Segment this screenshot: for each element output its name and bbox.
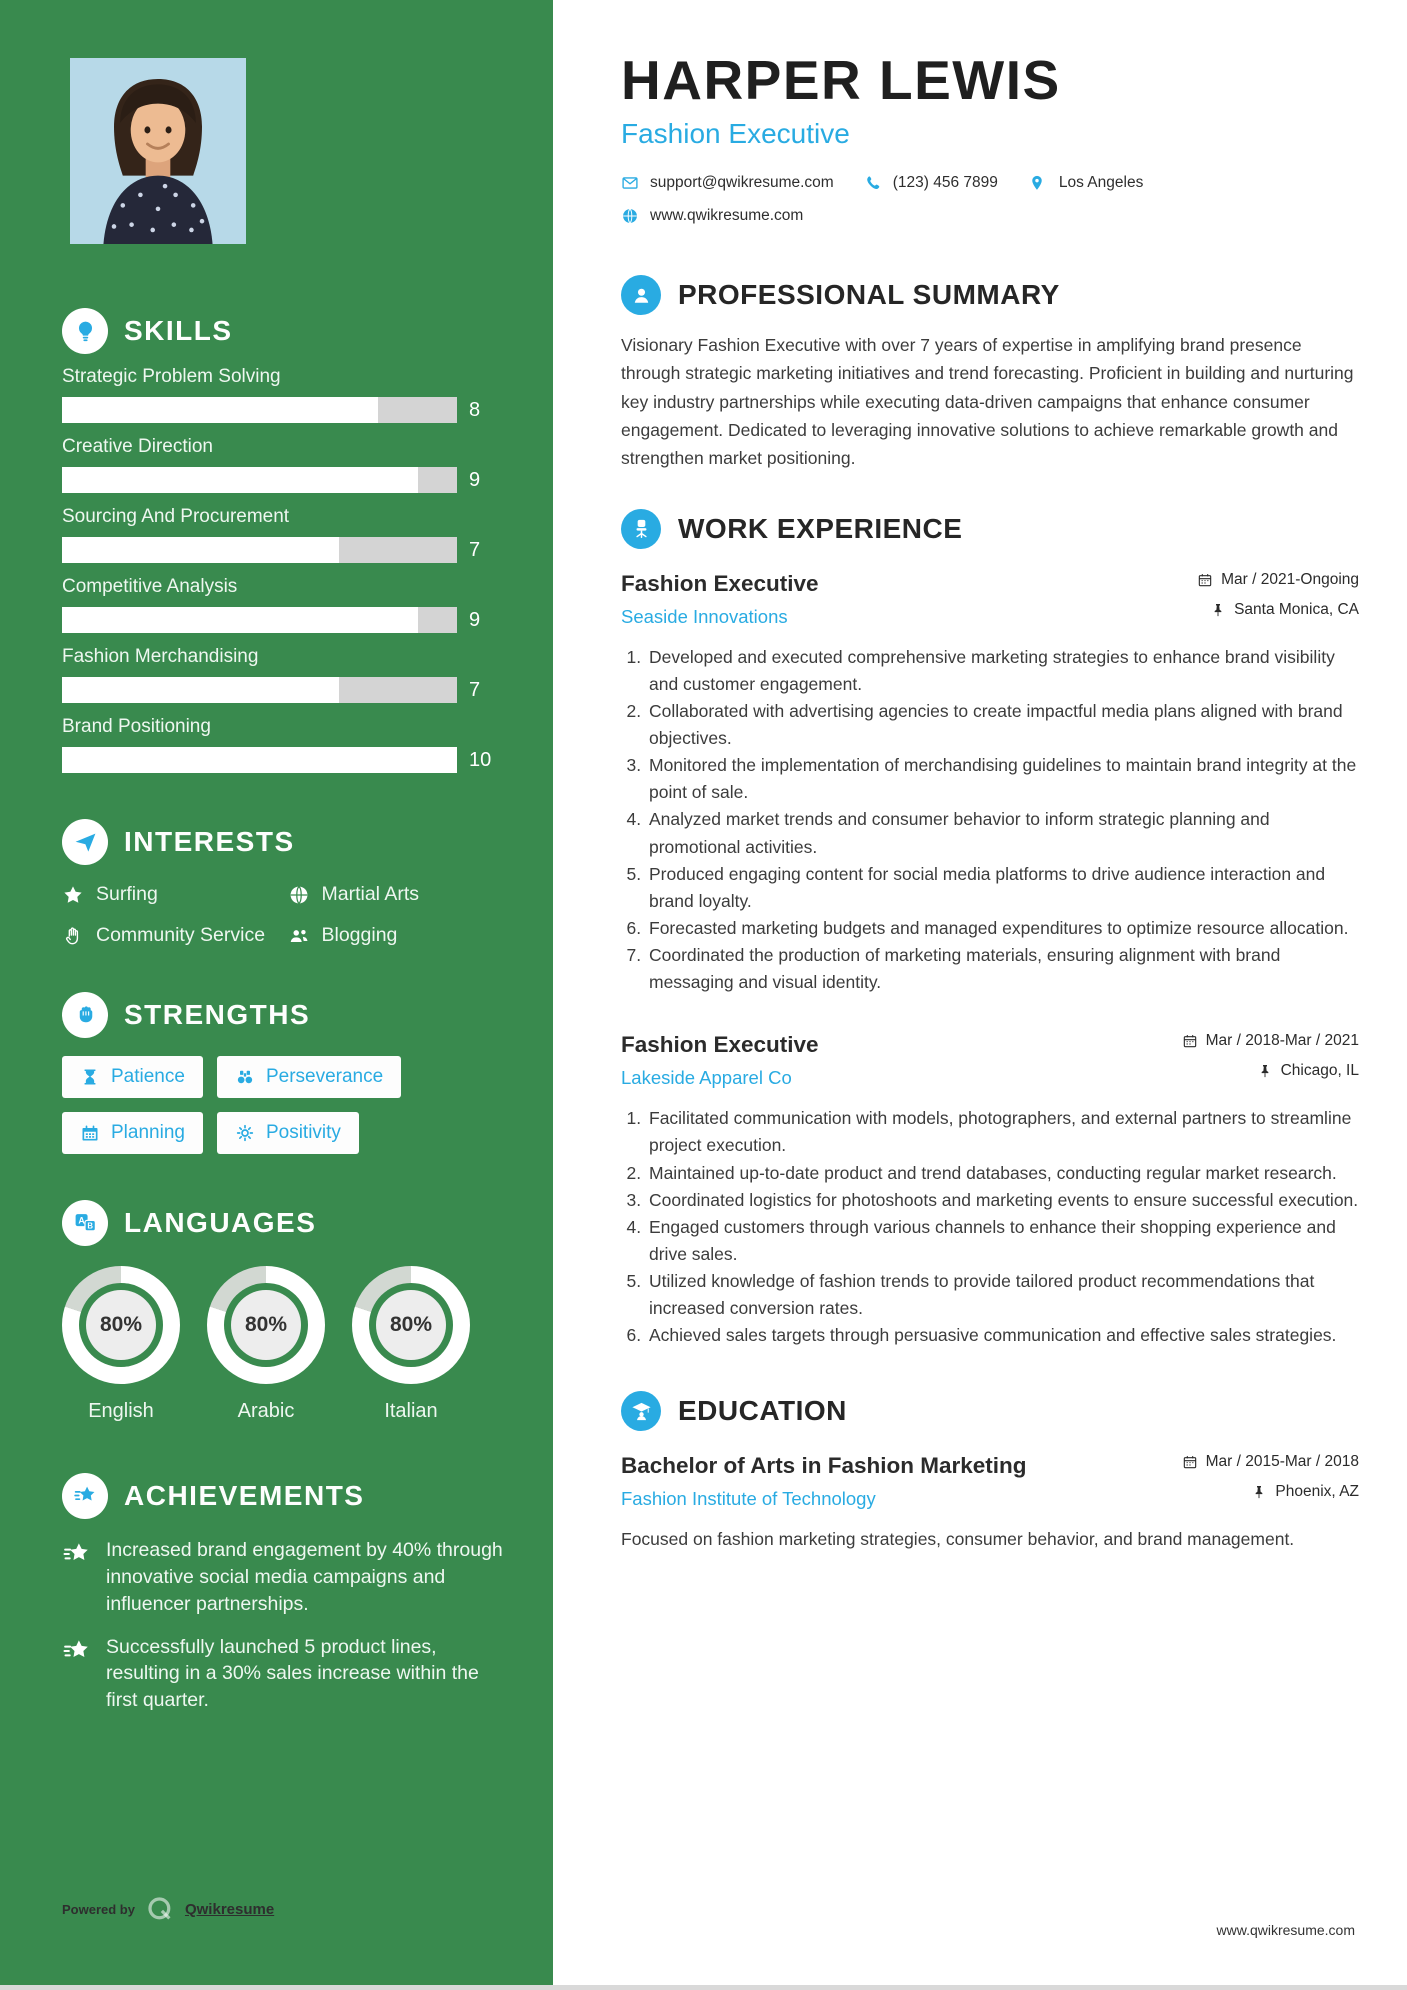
job-dates: Mar / 2021-Ongoing bbox=[1197, 571, 1359, 589]
svg-text:B: B bbox=[86, 1221, 93, 1231]
degree-title: Bachelor of Arts in Fashion Marketing bbox=[621, 1453, 1027, 1479]
skills-list bbox=[62, 366, 503, 773]
interest-item bbox=[62, 883, 278, 906]
education-entry bbox=[621, 1453, 1359, 1553]
contact-location: Los Angeles bbox=[1028, 174, 1143, 192]
job-bullets bbox=[621, 644, 1359, 997]
skill-label: Fashion Merchandising bbox=[62, 646, 259, 667]
shooting-star-icon bbox=[62, 1473, 108, 1519]
strengths-section bbox=[62, 992, 503, 1154]
interests-heading bbox=[62, 819, 503, 865]
job-bullet: 1. Facilitated communication with models, photographers, and external partners to streamline project execution. bbox=[646, 1105, 1359, 1159]
job-bullet: 3. Monitored the implementation of merchandising guidelines to maintain brand integrity at the point of sale. bbox=[646, 752, 1359, 806]
languages-heading bbox=[62, 1200, 503, 1246]
hourglass-icon bbox=[80, 1067, 100, 1087]
job-company: Seaside Innovations bbox=[621, 605, 788, 627]
language-ring bbox=[207, 1266, 325, 1384]
skill-row bbox=[62, 646, 503, 703]
profile-photo bbox=[70, 58, 246, 244]
job-bullet: 7. Coordinated the production of marketing materials, ensuring alignment with brand messaging and visual identity. bbox=[646, 942, 1359, 996]
sidebar-footer bbox=[62, 1894, 274, 1924]
strength-chip bbox=[62, 1112, 203, 1154]
language-label: Arabic bbox=[237, 1399, 295, 1422]
strengths-list bbox=[62, 1056, 482, 1154]
envelope-icon bbox=[621, 174, 639, 192]
job-title: Fashion Executive bbox=[621, 1032, 819, 1058]
job-entry bbox=[621, 1032, 1359, 1349]
job-bullet: 3. Coordinated logistics for photoshoots and marketing events to ensure successful execution. bbox=[646, 1187, 1359, 1214]
pushpin-icon bbox=[1257, 1063, 1273, 1079]
achievement-item bbox=[62, 1537, 503, 1618]
education-section bbox=[621, 1391, 1359, 1553]
star-icon bbox=[62, 884, 84, 906]
interests-section bbox=[62, 819, 503, 948]
job-bullet: 6. Achieved sales targets through persuasive communication and effective sales strategies. bbox=[646, 1322, 1359, 1349]
job-company: Lakeside Apparel Co bbox=[621, 1067, 792, 1089]
language-percent: 80% bbox=[99, 1312, 143, 1336]
skill-value: 8 bbox=[469, 398, 481, 421]
language-ring bbox=[352, 1266, 470, 1384]
paper-plane-icon bbox=[62, 819, 108, 865]
skill-value: 9 bbox=[469, 608, 481, 631]
interest-label: Blogging bbox=[321, 924, 398, 947]
calendar-icon bbox=[1182, 1033, 1198, 1049]
interest-label: Martial Arts bbox=[321, 883, 420, 905]
strength-label: Positivity bbox=[265, 1121, 341, 1143]
job-bullet: 2. Collaborated with advertising agencies to create impactful media plans aligned with brand objectives. bbox=[646, 698, 1359, 752]
strengths-title: STRENGTHS bbox=[124, 998, 311, 1030]
strength-chip bbox=[62, 1056, 203, 1098]
strength-label: Perseverance bbox=[265, 1065, 384, 1087]
powered-by-label: Powered by bbox=[62, 1901, 135, 1917]
achievement-text: Increased brand engagement by 40% through innovative social media campaigns and influencer partnerships. bbox=[106, 1538, 503, 1615]
summary-section bbox=[621, 275, 1359, 473]
language-item bbox=[207, 1266, 325, 1423]
summary-heading bbox=[621, 275, 1359, 315]
skill-bar bbox=[62, 677, 457, 703]
interests-list bbox=[62, 883, 503, 948]
interest-item bbox=[288, 924, 504, 947]
pushpin-icon bbox=[1251, 1484, 1267, 1500]
sidebar bbox=[0, 0, 553, 1990]
skill-bar bbox=[62, 537, 457, 563]
qwikresume-logo-icon bbox=[145, 1894, 175, 1924]
contact-phone: (123) 456 7899 bbox=[864, 174, 998, 192]
job-bullet: 4. Engaged customers through various channels to enhance their shopping experience and drive sales. bbox=[646, 1214, 1359, 1268]
skill-bar bbox=[62, 467, 457, 493]
strength-chip bbox=[217, 1112, 359, 1154]
skill-value: 7 bbox=[469, 678, 481, 701]
job-bullet: 6. Forecasted marketing budgets and managed expenditures to optimize resource allocation. bbox=[646, 915, 1359, 942]
job-entry bbox=[621, 571, 1359, 997]
globe-icon bbox=[621, 207, 639, 225]
fist-icon bbox=[62, 992, 108, 1038]
person-title: Fashion Executive bbox=[621, 118, 850, 149]
skills-title: SKILLS bbox=[124, 315, 233, 346]
interests-title: INTERESTS bbox=[124, 826, 295, 857]
strength-chip bbox=[217, 1056, 401, 1098]
shooting-star-icon bbox=[62, 1539, 92, 1569]
skill-bar bbox=[62, 397, 457, 423]
main-column bbox=[553, 0, 1407, 1990]
job-bullets bbox=[621, 1105, 1359, 1349]
skill-row bbox=[62, 576, 503, 633]
office-chair-icon bbox=[621, 509, 661, 549]
language-ring bbox=[62, 1266, 180, 1384]
contact-email[interactable]: support@qwikresume.com bbox=[621, 174, 834, 192]
education-title: EDUCATION bbox=[678, 1395, 847, 1427]
calendar-icon bbox=[80, 1123, 100, 1143]
skill-value: 10 bbox=[469, 748, 492, 771]
skill-value: 9 bbox=[469, 468, 481, 491]
resume-header bbox=[621, 48, 1359, 225]
footer-site-link[interactable]: www.qwikresume.com bbox=[1216, 1922, 1355, 1938]
skill-row bbox=[62, 716, 503, 773]
skills-heading bbox=[62, 308, 503, 354]
binoculars-icon bbox=[235, 1067, 255, 1087]
job-bullet: 1. Developed and executed comprehensive marketing strategies to enhance brand visibility and customer engagement. bbox=[646, 644, 1359, 698]
strength-label: Planning bbox=[111, 1121, 185, 1143]
skill-bar bbox=[62, 607, 457, 633]
job-bullet: 2. Maintained up-to-date product and trend databases, conducting regular market research. bbox=[646, 1160, 1359, 1187]
graduation-icon bbox=[621, 1391, 661, 1431]
skill-bar bbox=[62, 747, 457, 773]
skill-label: Sourcing And Procurement bbox=[62, 506, 290, 527]
job-bullet: 4. Analyzed market trends and consumer behavior to inform strategic planning and promotional activities. bbox=[646, 806, 1359, 860]
experience-section bbox=[621, 509, 1359, 1350]
users-group-icon bbox=[288, 925, 310, 947]
languages-section bbox=[62, 1200, 503, 1423]
strengths-heading bbox=[62, 992, 503, 1038]
skill-label: Strategic Problem Solving bbox=[62, 366, 281, 387]
pushpin-icon bbox=[1210, 602, 1226, 618]
skill-row bbox=[62, 366, 503, 423]
interest-label: Surfing bbox=[96, 883, 158, 905]
achievements-section bbox=[62, 1473, 503, 1714]
hand-icon bbox=[62, 925, 84, 947]
interest-item bbox=[288, 883, 504, 906]
strength-label: Patience bbox=[111, 1065, 185, 1087]
calendar-icon bbox=[1197, 572, 1213, 588]
skill-label: Creative Direction bbox=[62, 436, 213, 457]
contact-website[interactable]: www.qwikresume.com bbox=[621, 207, 803, 225]
experience-heading bbox=[621, 509, 1359, 549]
achievements-heading bbox=[62, 1473, 503, 1519]
contact-row bbox=[621, 207, 1359, 225]
languages-list bbox=[62, 1266, 503, 1423]
interest-label: Community Service bbox=[96, 924, 266, 947]
language-label: Italian bbox=[384, 1399, 438, 1422]
languages-title: LANGUAGES bbox=[124, 1206, 317, 1238]
summary-text: Visionary Fashion Executive with over 7 years of expertise in amplifying brand presence through strategic marketing initiatives and trend forecasting. Proficient in building and nurturing key industry partnerships while executing data-driven campaigns that enhance consumer engagement. Dedicated to leveraging innovative solutions to achieve remarkable growth and strengthen market positioning. bbox=[621, 335, 1354, 469]
job-location: Chicago, IL bbox=[1182, 1062, 1359, 1080]
job-location: Santa Monica, CA bbox=[1197, 601, 1359, 619]
language-item bbox=[62, 1266, 180, 1423]
map-pin-icon bbox=[1028, 174, 1046, 192]
translate-icon bbox=[62, 1200, 108, 1246]
job-dates: Mar / 2018-Mar / 2021 bbox=[1182, 1032, 1359, 1050]
skill-row bbox=[62, 436, 503, 493]
language-percent: 80% bbox=[244, 1312, 288, 1336]
job-title: Fashion Executive bbox=[621, 570, 819, 596]
skill-label: Brand Positioning bbox=[62, 716, 211, 737]
qwikresume-link[interactable]: Qwikresume bbox=[184, 1900, 275, 1918]
education-description: Focused on fashion marketing strategies, consumer behavior, and brand management. bbox=[621, 1529, 1295, 1550]
shooting-star-icon bbox=[62, 1636, 92, 1666]
language-percent: 80% bbox=[389, 1312, 433, 1336]
language-item bbox=[352, 1266, 470, 1423]
skills-section bbox=[62, 308, 503, 773]
skill-label: Competitive Analysis bbox=[62, 576, 238, 597]
education-dates: Mar / 2015-Mar / 2018 bbox=[1182, 1453, 1359, 1471]
achievements-title: ACHIEVEMENTS bbox=[124, 1479, 365, 1511]
achievement-text: Successfully launched 5 product lines, resulting in a 30% sales increase within the first quarter. bbox=[106, 1635, 479, 1712]
achievement-item bbox=[62, 1634, 503, 1715]
lightbulb-icon bbox=[62, 308, 108, 354]
interest-item bbox=[62, 924, 278, 947]
phone-icon bbox=[864, 174, 882, 192]
language-label: English bbox=[88, 1399, 154, 1422]
calendar-icon bbox=[1182, 1454, 1198, 1470]
achievements-list bbox=[62, 1537, 503, 1714]
education-heading bbox=[621, 1391, 1359, 1431]
education-location: Phoenix, AZ bbox=[1182, 1483, 1359, 1501]
skill-value: 7 bbox=[469, 538, 481, 561]
school-name: Fashion Institute of Technology bbox=[621, 1488, 876, 1510]
sun-icon bbox=[235, 1123, 255, 1143]
summary-title: PROFESSIONAL SUMMARY bbox=[678, 279, 1060, 310]
contact-row bbox=[621, 174, 1359, 192]
person-name: HARPER LEWIS bbox=[621, 49, 1061, 111]
globe-icon bbox=[288, 884, 310, 906]
job-bullet: 5. Produced engaging content for social media platforms to drive audience interaction and brand loyalty. bbox=[646, 861, 1359, 915]
job-bullet: 5. Utilized knowledge of fashion trends to provide tailored product recommendations that increased conversion rates. bbox=[646, 1268, 1359, 1322]
experience-title: WORK EXPERIENCE bbox=[678, 512, 963, 544]
svg-text:A: A bbox=[77, 1215, 85, 1226]
user-icon bbox=[621, 275, 661, 315]
skill-row bbox=[62, 506, 503, 563]
